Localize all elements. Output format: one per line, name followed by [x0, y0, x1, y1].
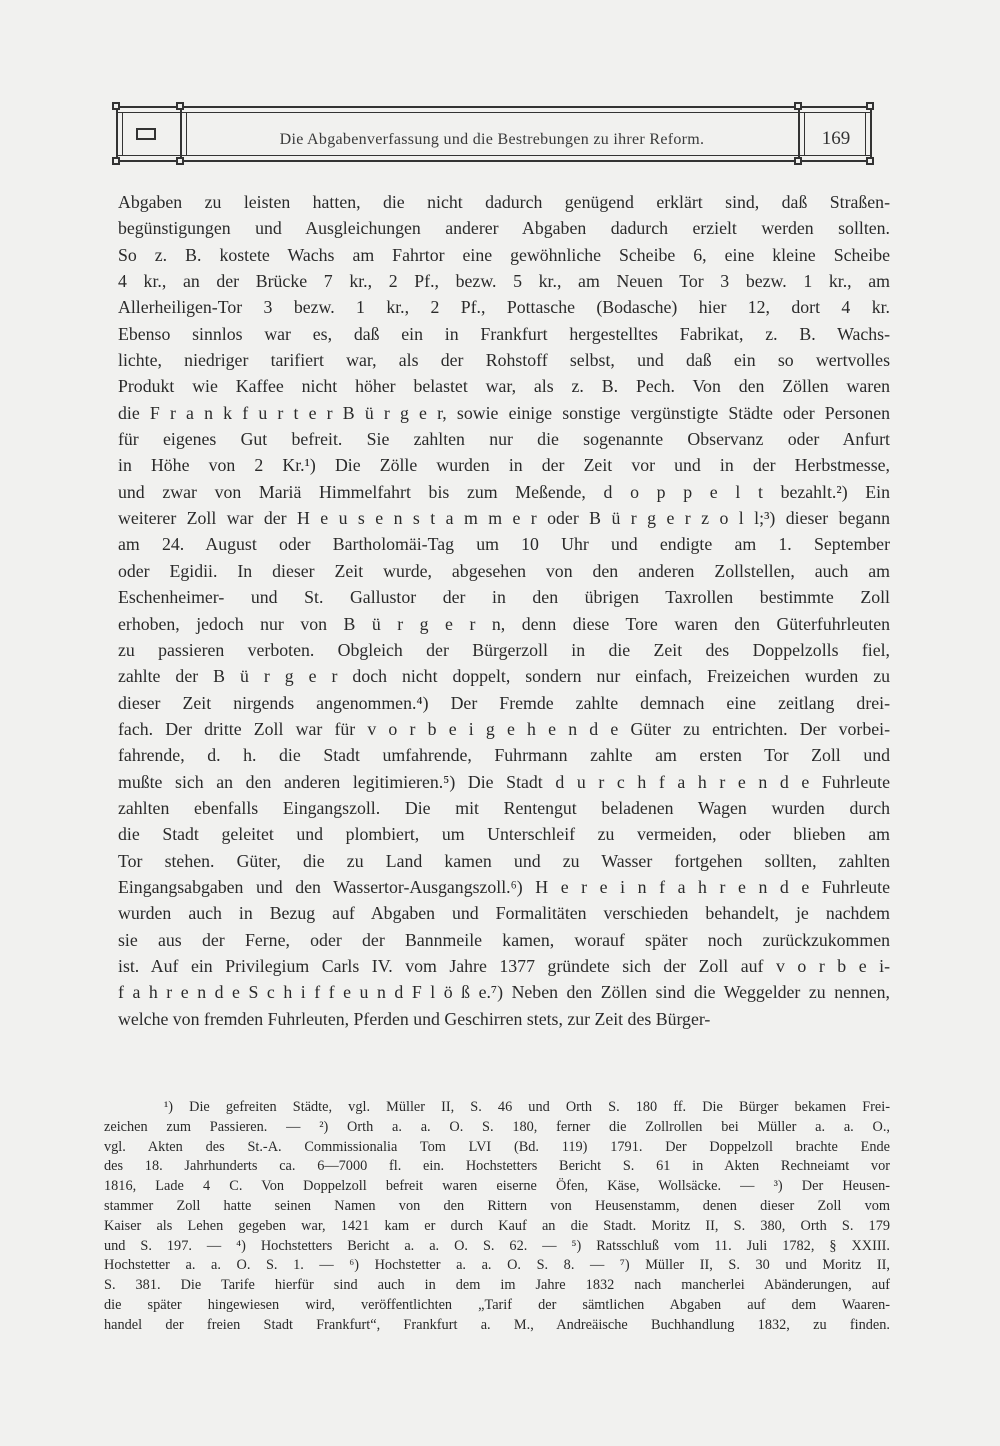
header-left-rule-a [116, 106, 118, 162]
body-line: zahlte der B ü r g e r doch nicht doppelt, sondern nur einfach, Freizeichen wurden zu [118, 666, 890, 687]
footnote-line: Kaiser als Lehen gegeben war, 1421 kam er durch Kauf an die Stadt. Moritz II, S. 380, Orth S. 179 [104, 1217, 890, 1234]
header-corner-square [176, 102, 184, 110]
body-line: Ebenso sinnlos war es, daß ein in Frankfurt hergestelltes Fabrikat, z. B. Wachs- [118, 323, 890, 344]
body-line: Produkt wie Kaffee nicht höher belastet war, als z. B. Pech. Von den Zöllen waren [118, 376, 890, 397]
footnotes [104, 1098, 890, 1336]
footnote-line: Hochstetter a. a. O. S. 1. — ⁶) Hochstetter a. a. O. S. 8. — ⁷) Müller II, S. 30 und Moritz II, [104, 1257, 890, 1274]
header-left-rule-b [122, 112, 123, 156]
header-ornament-icon [136, 128, 156, 140]
body-line: welche von fremden Fuhrleuten, Pferden und Geschirren stets, zur Zeit des Bürger- [118, 1008, 711, 1029]
body-line: am 24. August oder Bartholomäi-Tag um 10 Uhr und endigte am 1. September [118, 534, 890, 555]
running-title: Die Abgabenverfassung und die Bestrebungen zu ihrer Reform. [279, 131, 705, 148]
body-line: die F r a n k f u r t e r B ü r g e r, sowie einige sonstige vergünstigte Städte oder Personen [118, 402, 890, 423]
body-line: Allerheiligen-Tor 3 bezw. 1 kr., 2 Pf., Pottasche (Bodasche) hier 12, dort 4 kr. [118, 297, 890, 318]
footnote-line: die später hingewiesen wird, veröffentlichten „Tarif der sämtlichen Abgaben auf dem Waaren- [104, 1296, 890, 1313]
header-right-rule-a [870, 106, 872, 162]
header-bottom-rule-inner [116, 155, 872, 156]
body-line: dieser Zeit nirgends angenommen.⁴) Der Fremde zahlte demnach eine zeitlang drei- [118, 692, 890, 713]
footnote-line: des 18. Jahrhunderts ca. 6—7000 fl. ein. Hochstetters Bericht S. 61 in Akten Rechneiamt vor [104, 1158, 890, 1175]
body-line: sie aus der Ferne, oder der Bannmeile kamen, worauf später noch zurückzukommen [118, 929, 890, 950]
body-line: Abgaben zu leisten hatten, die nicht dadurch genügend erklärt sind, daß Straßen- [118, 192, 890, 212]
body-line: oder Egidii. In dieser Zeit wurde, abgesehen von den anderen Zollstellen, auch am [118, 560, 890, 581]
body-line: ist. Auf ein Privilegium Carls IV. vom Jahre 1377 gründete sich der Zoll auf v o r b e i- [118, 955, 890, 976]
header-bottom-rule-outer [116, 160, 872, 162]
header-corner-square [176, 157, 184, 165]
header-corner-square [866, 157, 874, 165]
header-divider-left-b [186, 112, 187, 156]
body-line: die Stadt geleitet und plombiert, um Unterschleif zu vermeiden, oder blieben am [118, 824, 890, 845]
header-corner-square [112, 157, 120, 165]
footnote-line: stammer Zoll hatte seinen Namen von den Rittern von Heusenstamm, denen dieser Zoll vom [104, 1197, 890, 1214]
header-corner-square [112, 102, 120, 110]
footnote-line: S. 381. Die Tarife hierfür sind auch in dem im Jahre 1832 nach mancherlei Abänderungen, auf [104, 1277, 890, 1294]
body-line: fach. Der dritte Zoll war für v o r b e i g e h e n d e Güter zu entrichten. Der vorbei- [118, 718, 890, 739]
body-line: mußte sich an den anderen legitimieren.⁵) Die Stadt d u r c h f a h r e n d e Fuhrleute [118, 771, 890, 792]
body-line: wurden auch in Bezug auf Abgaben und Formalitäten verschieden behandelt, je nachdem [118, 903, 890, 924]
header-corner-square [866, 102, 874, 110]
header-corner-square [794, 157, 802, 165]
running-header [112, 102, 876, 166]
body-line: 4 kr., an der Brücke 7 kr., 2 Pf., bezw. 5 kr., am Neuen Tor 3 bezw. 1 kr., am [118, 271, 890, 292]
body-line: begünstigungen und Ausgleichungen anderer Abgaben dadurch erzielt werden sollten. [118, 218, 890, 239]
body-line: Eingangsabgaben und den Wassertor-Ausgangszoll.⁶) H e r e i n f a h r e n d e Fuhrleute [118, 876, 890, 897]
body-line: So z. B. kostete Wachs am Fahrtor eine gewöhnliche Scheibe 6, eine kleine Scheibe [118, 244, 890, 265]
header-top-rule-outer [116, 106, 872, 108]
body-line: in Höhe von 2 Kr.¹) Die Zölle wurden in der Zeit vor und in der Herbstmesse, [118, 455, 890, 476]
header-divider-right-a [798, 106, 800, 162]
footnote-line: zeichen zum Passieren. — ²) Orth a. a. O. S. 180, ferner die Zollrollen bei Müller a. a. O., [104, 1118, 890, 1135]
body-line: für eigenes Gut befreit. Sie zahlten nur die sogenannte Observanz oder Anfurt [118, 429, 890, 450]
body-line: und zwar von Mariä Himmelfahrt bis zum Meßende, d o p p e l t bezahlt.²) Ein [118, 481, 890, 502]
footnote-line: 1816, Lade 4 C. Von Doppelzoll befreit waren eiserne Öfen, Käse, Wollsäcke. — ³) Der Heusen- [104, 1178, 890, 1195]
body-line: zu passieren verboten. Obgleich der Bürgerzoll in die Zeit des Doppelzolls fiel, [118, 639, 890, 660]
footnote-line: vgl. Akten des St.-A. Commissionalia Tom LVI (Bd. 119) 1791. Der Doppelzoll brachte Ende [104, 1138, 890, 1155]
body-line: lichte, niedriger tarifiert war, als der Rohstoff selbst, und daß ein so wertvolles [118, 350, 890, 371]
body-line: Eschenheimer- und St. Gallustor der in den übrigen Taxrollen bestimmte Zoll [118, 587, 890, 608]
footnote-line: und S. 197. — ⁴) Hochstetters Bericht a. a. O. S. 62. — ⁵) Ratsschluß vom 11. Juli 1782, § XXIII. [104, 1237, 890, 1254]
header-top-rule-inner [116, 112, 872, 113]
footnote-line: handel der freien Stadt Frankfurt“, Frankfurt a. M., Andreäische Buchhandlung 1832, zu finden. [104, 1316, 890, 1333]
body-line: f a h r e n d e S c h i f f e u n d F l ö ß e.⁷) Neben den Zöllen sind die Weggelder zu nennen, [118, 982, 890, 1003]
body-line: erhoben, jedoch nur von B ü r g e r n, denn diese Tore waren den Güterfuhrleuten [118, 613, 890, 634]
body-line: zahlten ebenfalls Eingangszoll. Die mit Rentengut beladenen Wagen wurden durch [118, 797, 890, 818]
footnote-line: ¹) Die gefreiten Städte, vgl. Müller II, S. 46 und Orth S. 180 ff. Die Bürger bekamen Frei- [164, 1099, 890, 1115]
body-line: weiterer Zoll war der H e u s e n s t a m m e r oder B ü r g e r z o l l;³) dieser begann [118, 508, 890, 529]
page-number: 169 [821, 128, 851, 149]
header-divider-left-a [180, 106, 182, 162]
body-line: fahrende, d. h. die Stadt umfahrende, Fuhrmann zahlte am ersten Tor Zoll und [118, 745, 890, 766]
body-line: Tor stehen. Güter, die zu Land kamen und zu Wasser fortgehen sollten, zahlten [118, 850, 890, 871]
header-corner-square [794, 102, 802, 110]
body-text [118, 189, 890, 1032]
